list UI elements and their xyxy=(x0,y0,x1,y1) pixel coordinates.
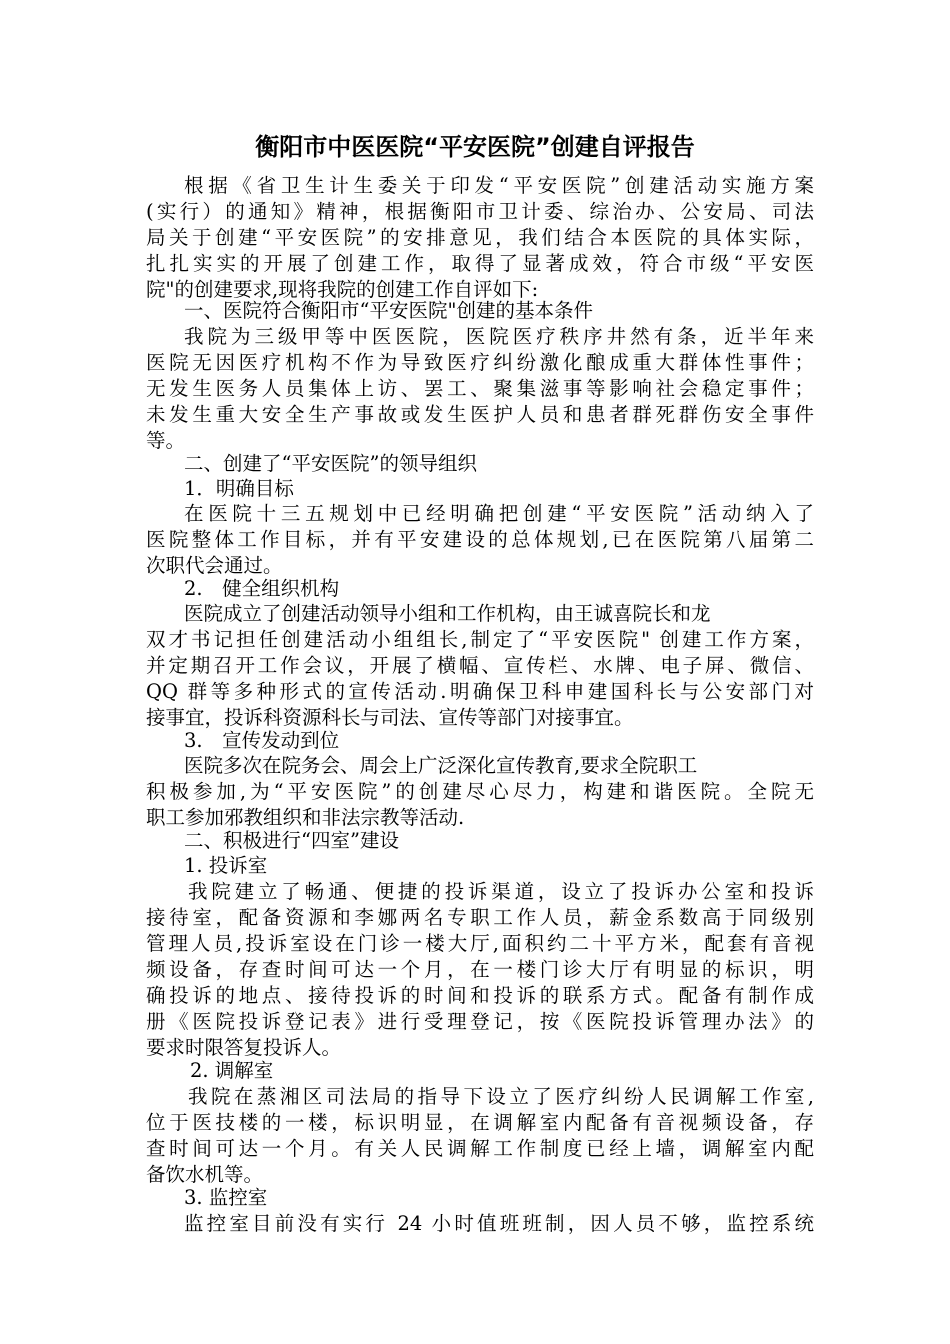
subsection-heading: 3. 监控室 xyxy=(184,1186,268,1209)
paragraph-line: 要求时限答复投诉人。 xyxy=(146,1036,342,1059)
paragraph-line: 医院多次在院务会、周会上广泛深化宣传教育,要求全院职工 xyxy=(184,754,698,777)
subsection-heading: 3. 宣传发动到位 xyxy=(184,729,340,752)
paragraph-line: 监控室目前没有实行 24 小时值班班制，因人员不够，监控系统 xyxy=(184,1212,814,1235)
paragraph-line: 医院整体工作目标，并有平安建设的总体规划,已在医院第八届第二 xyxy=(146,528,814,551)
paragraph-line: 局关于创建“平安医院”的安排意见，我们结合本医院的具体实际， xyxy=(146,226,814,249)
paragraph-line: 医院无因医疗机构不作为导致医疗纠纷激化酿成重大群体性事件； xyxy=(146,351,814,374)
paragraph-line: 未发生重大安全生产事故或发生医护人员和患者群死群伤安全事件 xyxy=(146,403,814,426)
paragraph-line: 我院在蒸湘区司法局的指导下设立了医疗纠纷人民调解工作室, xyxy=(188,1085,814,1108)
paragraph-line: 确投诉的地点、接待投诉的时间和投诉的联系方式。配备有制作成 xyxy=(146,984,814,1007)
paragraph-line: 次职代会通过。 xyxy=(146,554,283,577)
paragraph-line: 根据《省卫生计生委关于印发“平安医院”创建活动实施方案 xyxy=(184,174,814,197)
paragraph-line: 管理人员,投诉室设在门诊一楼大厅,面积约二十平方米，配套有音视 xyxy=(146,932,814,955)
paragraph-line: QQ 群等多种形式的宣传活动.明确保卫科申建国科长与公安部门对 xyxy=(146,680,814,703)
paragraph-line: 位于医技楼的一楼，标识明显，在调解室内配备有音视频设备，存 xyxy=(146,1111,814,1134)
subsection-heading: 2. 健全组织机构 xyxy=(184,577,340,600)
paragraph-line: (实行）的通知》精神，根据衡阳市卫计委、综治办、公安局、司法 xyxy=(146,200,814,223)
paragraph-line: 双才书记担任创建活动小组组长,制定了“平安医院" 创建工作方案， xyxy=(146,628,814,651)
paragraph-line: 我院为三级甲等中医医院，医院医疗秩序井然有条，近半年来 xyxy=(184,325,814,348)
section-heading: 一、医院符合衡阳市“平安医院"创建的基本条件 xyxy=(184,299,593,322)
paragraph-line: 备饮水机等。 xyxy=(146,1163,264,1186)
paragraph-line: 接待室，配备资源和李娜两名专职工作人员，薪金系数高于同级别 xyxy=(146,906,814,929)
section-heading: 二、创建了“平安医院”的领导组织 xyxy=(184,452,477,475)
paragraph-line: 职工参加邪教组织和非法宗教等活动. xyxy=(146,806,465,829)
section-heading: 二、积极进行“四室”建设 xyxy=(184,829,399,852)
paragraph-line: 扎扎实实的开展了创建工作，取得了显著成效，符合市级“平安医 xyxy=(146,252,814,275)
paragraph-line: 积极参加,为“平安医院”的创建尽心尽力，构建和谐医院。全院无 xyxy=(146,780,814,803)
document-title: 衡阳市中医医院“平安医院”创建自评报告 xyxy=(255,133,695,161)
paragraph-line: 医院成立了创建活动领导小组和工作机构，由王诚喜院长和龙 xyxy=(184,602,711,625)
subsection-heading: 1．明确目标 xyxy=(184,477,294,500)
subsection-heading: 1. 投诉室 xyxy=(184,854,268,877)
paragraph-line: 在医院十三五规划中已经明确把创建“平安医院”活动纳入了 xyxy=(184,502,814,525)
paragraph-line: 无发生医务人员集体上访、罢工、聚集滋事等影响社会稳定事件； xyxy=(146,377,814,400)
paragraph-line: 册《医院投诉登记表》进行受理登记，按《医院投诉管理办法》的 xyxy=(146,1010,814,1033)
paragraph-line: 接事宜，投诉科资源科长与司法、宣传等部门对接事宜。 xyxy=(146,706,634,729)
paragraph-line: 等。 xyxy=(146,429,186,452)
paragraph-line: 频设备，存查时间可达一个月，在一楼门诊大厅有明显的标识，明 xyxy=(146,958,814,981)
subsection-heading: 2. 调解室 xyxy=(190,1059,274,1082)
paragraph-line: 并定期召开工作会议，开展了横幅、宣传栏、水牌、电子屏、微信、 xyxy=(146,654,814,677)
paragraph-line: 我院建立了畅通、便捷的投诉渠道，设立了投诉办公室和投诉 xyxy=(188,880,814,903)
paragraph-line: 查时间可达一个月。有关人民调解工作制度已经上墙，调解室内配 xyxy=(146,1137,814,1160)
paragraph-line: 院"的创建要求,现将我院的创建工作自评如下: xyxy=(146,278,539,301)
